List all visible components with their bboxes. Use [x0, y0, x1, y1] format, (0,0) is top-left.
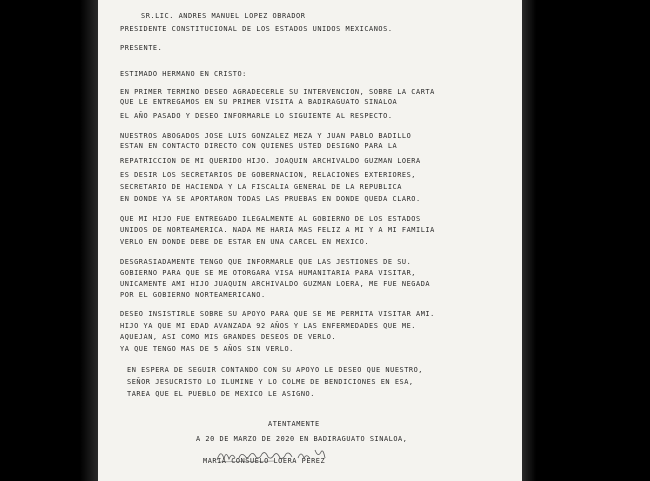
body-line: YA QUE TENGO MAS DE 5 AÑOS SIN VERLO.: [120, 345, 294, 353]
body-line: EL AÑO PASADO Y DESEO INFORMARLE LO SIGUIENTE AL RESPECTO.: [120, 112, 393, 120]
body-line: EN ESPERA DE SEGUIR CONTANDO CON SU APOYO LE DESEO QUE NUESTRO,: [127, 366, 424, 374]
addressee-presente: PRESENTE.: [120, 44, 163, 52]
body-line: SECRETARIO DE HACIENDA Y LA FISCALIA GENERAL DE LA REPUBLICA: [120, 183, 402, 191]
body-line: UNIDOS DE NORTEAMERICA. NADA ME HARIA MAS FELIZ A MI Y A MI FAMILIA: [120, 226, 435, 234]
body-line: EN DONDE YA SE APORTARON TODAS LAS PRUEBAS EN DONDE QUEDA CLARO.: [120, 195, 421, 203]
signature-name: MARIA CONSUELO LOERA PEREZ: [203, 457, 326, 465]
body-line: TAREA QUE EL PUEBLO DE MEXICO LE ASIGNO.: [127, 390, 315, 398]
date-place: A 20 DE MARZO DE 2020 EN BADIRAGUATO SINALOA,: [196, 435, 408, 443]
body-line: AQUEJAN, ASI COMO MIS GRANDES DESEOS DE VERLO.: [120, 333, 337, 341]
addressee-name: SR.LIC. ANDRES MANUEL LOPEZ OBRADOR: [141, 12, 306, 20]
page-shadow-left: [80, 0, 98, 481]
body-line: QUE LE ENTREGAMOS EN SU PRIMER VISITA A BADIRAGUATO SINALOA: [120, 98, 398, 106]
body-line: GOBIERNO PARA QUE SE ME OTORGARA VISA HUMANITARIA PARA VISITAR,: [120, 269, 417, 277]
body-line: EN PRIMER TERMINO DESEO AGRADECERLE SU INTERVENCION, SOBRE LA CARTA: [120, 88, 435, 96]
salutation: ESTIMADO HERMANO EN CRISTO:: [120, 70, 247, 78]
body-line: ESTAN EN CONTACTO DIRECTO CON QUIENES USTED DESIGNO PARA LA: [120, 142, 398, 150]
closing: ATENTAMENTE: [268, 420, 320, 428]
body-line: SEÑOR JESUCRISTO LO ILUMINE Y LO COLME DE BENDICIONES EN ESA,: [127, 378, 414, 386]
body-line: REPATRICCION DE MI QUERIDO HIJO. JOAQUIN ARCHIVALDO GUZMAN LOERA: [120, 157, 421, 165]
body-line: DESGRASIADAMENTE TENGO QUE INFORMARLE QUE LAS JESTIONES DE SU.: [120, 258, 412, 266]
addressee-title: PRESIDENTE CONSTITUCIONAL DE LOS ESTADOS UNIDOS MEXICANOS.: [120, 25, 393, 33]
body-line: QUE MI HIJO FUE ENTREGADO ILEGALMENTE AL GOBIERNO DE LOS ESTADOS: [120, 215, 421, 223]
body-line: POR EL GOBIERNO NORTEAMERICANO.: [120, 291, 266, 299]
body-line: NUESTROS ABOGADOS JOSE LUIS GONZALEZ MEZA Y JUAN PABLO BADILLO: [120, 132, 412, 140]
body-line: HIJO YA QUE MI EDAD AVANZADA 92 AÑOS Y LAS ENFERMEDADES QUE ME.: [120, 322, 417, 330]
letter-page: [98, 0, 522, 481]
body-line: UNICAMENTE AMI HIJO JUAQUIN ARCHIVALDO GUZMAN LOERA, ME FUE NEGADA: [120, 280, 431, 288]
body-line: VERLO EN DONDE DEBE DE ESTAR EN UNA CARCEL EN MEXICO.: [120, 238, 370, 246]
body-line: ES DESIR LOS SECRETARIOS DE GOBERNACION, RELACIONES EXTERIORES,: [120, 171, 417, 179]
body-line: DESEO INSISTIRLE SOBRE SU APOYO PARA QUE SE ME PERMITA VISITAR AMI.: [120, 310, 435, 318]
page-shadow-right: [522, 0, 536, 481]
